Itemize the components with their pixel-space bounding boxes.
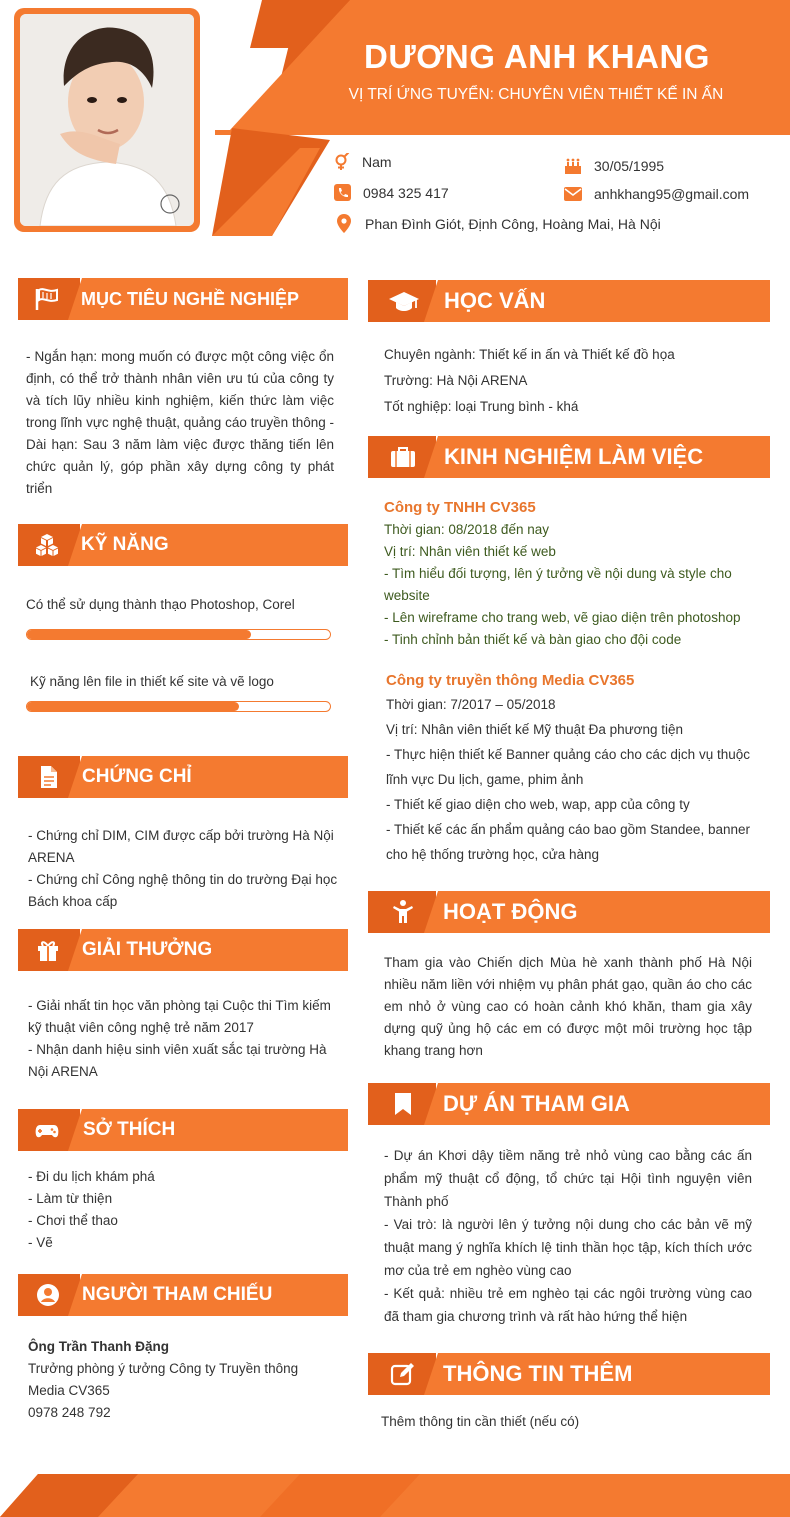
hobby-item: - Chơi thể thao [28,1213,118,1228]
footer-decoration [0,1474,790,1517]
certificates-header [18,756,348,798]
phone-row [334,184,449,201]
objective-header [18,278,348,320]
education-school: Trường: Hà Nội ARENA [384,373,528,388]
candidate-name: DƯƠNG ANH KHANG [364,38,710,75]
graduation-cap-icon [388,288,420,314]
education-major: Chuyên ngành: Thiết kế in ấn và Thiết kế đồ họa [384,347,675,362]
objective-title: MỤC TIÊU NGHỀ NGHIỆP [81,289,300,309]
experience-title: KINH NGHIỆM LÀM VIỆC [444,444,704,469]
cake-icon [564,157,582,175]
skill-bar-2 [26,701,331,712]
projects-header [368,1083,770,1125]
job-task: - Lên wireframe cho trang web, vẽ giao diện trên photoshop [384,610,741,625]
award-item: - Nhận danh hiệu sinh viên xuất sắc tại trường Hà Nội ARENA [28,1042,327,1079]
awards-title: GIẢI THƯỞNG [82,939,213,960]
reference-title: NGƯỜI THAM CHIẾU [82,1284,273,1305]
birthday-row [564,157,664,175]
gift-icon [35,937,61,963]
project-item: - Dự án Khơi dậy tiềm năng trẻ nhỏ vùng cao bằng các ấn phẩm mỹ thuật cổ động, tổ chức tại Hội tình nguyện viên Thành phố [384,1148,752,1209]
activities-title: HOẠT ĐỘNG [443,899,578,924]
more-info-header [368,1353,770,1395]
job-2 [386,670,750,867]
skills-title: KỸ NĂNG [81,534,169,555]
education-graduation: Tốt nghiệp: loại Trung bình - khá [384,399,579,414]
skill-label-2: Kỹ năng lên file in thiết kế site và vẽ logo [30,674,274,689]
projects-title: DỰ ÁN THAM GIA [443,1091,630,1116]
projects-list [384,1144,752,1328]
edit-icon [390,1361,416,1387]
cubes-icon [34,532,60,558]
job-company: Công ty truyền thông Media CV365 [386,672,635,689]
phone-value: 0984 325 417 [363,184,449,201]
email-value: anhkhang95@gmail.com [594,186,750,202]
hobbies-list [28,1166,338,1254]
awards-list [28,995,338,1083]
hobby-item: - Làm từ thiện [28,1191,113,1206]
email-row [564,186,749,202]
reference-phone: 0978 248 792 [28,1405,111,1420]
certificates-list [28,825,338,913]
certificates-title: CHỨNG CHỈ [82,766,192,787]
briefcase-icon [390,444,416,470]
hobbies-title: SỞ THÍCH [83,1119,176,1140]
education-header [368,280,770,322]
job-role: Vị trí: Nhân viên thiết kế Mỹ thuật Đa phương tiện [386,722,684,737]
person-icon [390,899,416,925]
hobby-item: - Vẽ [28,1235,53,1250]
mail-icon [564,187,582,201]
job-task: - Thực hiện thiết kế Banner quảng cáo cho các dịch vụ thuộc lĩnh vực Du lịch, game, phim ảnh [386,747,750,787]
reference-block [28,1336,328,1424]
certificate-item: - Chứng chỉ Công nghệ thông tin do trường Đại học Bách khoa cấp [28,872,338,909]
more-info-text: Thêm thông tin cần thiết (nếu có) [381,1414,580,1429]
gender-icon [334,153,350,171]
phone-icon [334,184,351,201]
project-item: - Vai trò: là người lên ý tưởng nội dung cho các bản vẽ mỹ thuật mang ý nghĩa khích lệ tinh thần học tập, kích thích ước mơ của trẻ em nghèo vùng cao [384,1217,752,1278]
applied-position: VỊ TRÍ ỨNG TUYỂN: CHUYÊN VIÊN THIẾT KẾ IN ẤN [348,86,724,103]
more-info-title: THÔNG TIN THÊM [443,1361,633,1386]
experience-header [368,436,770,478]
job-company: Công ty TNHH CV365 [384,499,536,516]
education-block [384,342,764,420]
skill-bar-1 [26,629,331,640]
hobbies-header [18,1109,348,1151]
job-1 [384,497,766,651]
reference-name: Ông Trần Thanh Đặng [28,1339,169,1354]
certificate-item: - Chứng chỉ DIM, CIM được cấp bởi trường Hà Nội ARENA [28,828,334,865]
award-item: - Giải nhất tin học văn phòng tại Cuộc thi Tìm kiếm kỹ thuật viên công nghệ trẻ năm 2017 [28,998,331,1035]
gender-value: Nam [362,154,392,170]
job-task: - Thiết kế giao diện cho web, wap, app của công ty [386,797,690,812]
skills-header [18,524,348,566]
objective-text: - Ngắn hạn: mong muốn có được một công việc ổn định, có thể trở thành nhân viên ưu tú của công ty và tích lũy nhiều kinh nghiệm, kiến thức làm việc trong lĩnh vực nghệ thuật, quảng cáo truyền thông - Dài hạn: Sau 3 năm làm việc được thăng tiến lên chức quản lý, góp phần xây dựng công ty phát triển [26,349,334,496]
location-icon [337,214,351,233]
job-task: - Tìm hiểu đối tượng, lên ý tưởng về nội dung và style cho website [384,566,732,603]
awards-header [18,929,348,971]
address-value: Phan Đình Giót, Định Công, Hoàng Mai, Hà Nội [365,215,661,232]
skill-bar-2-fill [27,702,239,711]
activities-header [368,891,770,933]
job-role: Vị trí: Nhân viên thiết kế web [384,544,556,559]
profile-photo [20,14,194,226]
skill-bar-1-fill [27,630,251,639]
skill-label-1: Có thể sử dụng thành thạo Photoshop, Corel [26,597,295,612]
job-task: - Tinh chỉnh bản thiết kế và bàn giao cho đội code [384,632,682,647]
project-item: - Kết quả: nhiều trẻ em nghèo tại các ngôi trường vùng cao đã tham gia chương trình và rất hào hứng thể hiện [384,1286,752,1324]
reference-role: Trưởng phòng ý tưởng Công ty Truyền thông Media CV365 [28,1361,299,1398]
job-task: - Thiết kế các ấn phẩm quảng cáo bao gồm Standee, banner cho hệ thống trường học, cửa hàng [386,822,750,862]
hobby-item: - Đi du lịch khám phá [28,1169,155,1184]
gender-row [334,153,392,171]
user-circle-icon [35,1282,61,1308]
address-row [337,214,661,233]
education-title: HỌC VẤN [444,288,546,313]
activities-text: Tham gia vào Chiến dịch Mùa hè xanh thành phố Hà Nội nhiều năm liền với nhiệm vụ phân phát gạo, quần áo cho các em nhỏ ở vùng cao có hoàn cảnh khó khăn, tham gia xây dựng quỹ ủng hộ các em có được một môi trường học tập khang trang hơn [384,955,752,1058]
flag-icon [34,286,60,312]
job-time: Thời gian: 08/2018 đến nay [384,522,549,537]
document-icon [36,764,62,790]
job-time: Thời gian: 7/2017 – 05/2018 [386,697,556,712]
reference-header [18,1274,348,1316]
birthday-value: 30/05/1995 [594,158,665,174]
gamepad-icon [34,1117,60,1143]
bookmark-icon [390,1091,416,1117]
profile-photo-frame [14,8,200,232]
